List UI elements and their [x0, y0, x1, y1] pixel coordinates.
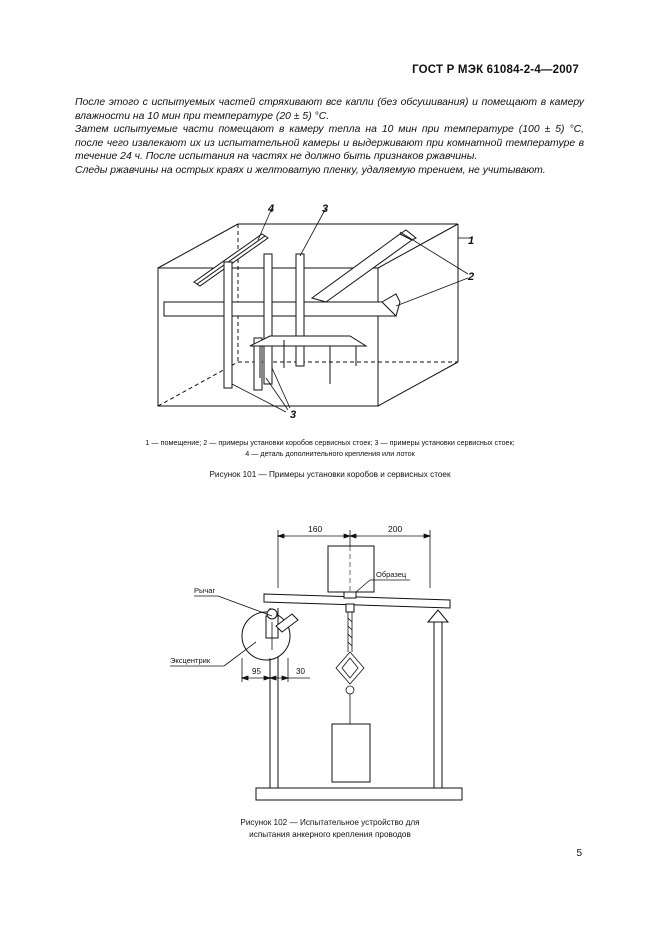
lever-beam	[264, 594, 450, 608]
cable-duct-front	[164, 294, 400, 316]
page-number: 5	[576, 848, 582, 859]
paragraph-1: После этого с испытуемых частей стряхивают все капли (без обсушивания) и помещают в камеру влажности на 10 мин при температуре (20 ± 5) °С.	[75, 97, 584, 122]
label-sample: Образец	[376, 570, 407, 579]
callout-1: 1	[468, 235, 475, 247]
small-dim-labels	[252, 667, 305, 676]
callout-3-top: 3	[322, 203, 329, 215]
dimension-labels	[308, 524, 402, 534]
figure-101-caption: Рисунок 101 — Примеры установки коробов и сервисных стоек	[209, 470, 451, 479]
service-posts	[224, 254, 304, 390]
label-lever: Рычаг	[194, 586, 216, 595]
weight	[332, 724, 370, 782]
figure-102-caption	[150, 817, 510, 841]
caption-102-line-2: испытания анкерного крепления проводов	[249, 830, 411, 839]
callout-4: 4	[268, 203, 275, 215]
callout-2: 2	[468, 271, 475, 283]
legend-line-1: 1 — помещение; 2 — примеры установки коробов сервисных стоек; 3 — примеры установки сервисных стоек;	[145, 438, 515, 447]
body-text	[75, 96, 584, 178]
right-post	[428, 610, 448, 788]
legend-line-2: 4 — деталь дополнительного крепления или лоток	[245, 449, 415, 458]
paragraph-3: Следы ржавчины на острых краях и желтоватую пленку, удаляемую трением, не учитывают.	[75, 164, 546, 176]
base-plate	[256, 788, 462, 800]
standard-header: ГОСТ Р МЭК 61084-2-4—2007	[412, 64, 579, 76]
dim-95: 95	[252, 667, 261, 676]
dim-30: 30	[296, 667, 305, 676]
figure-102-drawing	[160, 518, 480, 808]
figure-101-drawing	[150, 198, 490, 430]
figure-101-legend	[60, 437, 600, 459]
wire-chain	[336, 612, 364, 724]
dim-160: 160	[308, 524, 323, 534]
callout-3-bottom: 3	[290, 409, 297, 421]
paragraph-2: Затем испытуемые части помещают в камеру тепла на 10 мин при температуре (100 ± 5) °С, после чего извлекают их из испытательной камеры и выдерживают при комнатной температуре в течение 24 ч. После испытания на частях не должно быть признаков ржавчины.	[75, 124, 584, 163]
sample-block	[328, 546, 374, 592]
eccentric	[242, 609, 298, 660]
dim-200: 200	[388, 524, 403, 534]
caption-102-line-1: Рисунок 102 — Испытательное устройство для	[240, 818, 420, 827]
label-eccentric: Эксцентрик	[170, 656, 211, 665]
cable-duct-diagonal	[312, 230, 416, 302]
